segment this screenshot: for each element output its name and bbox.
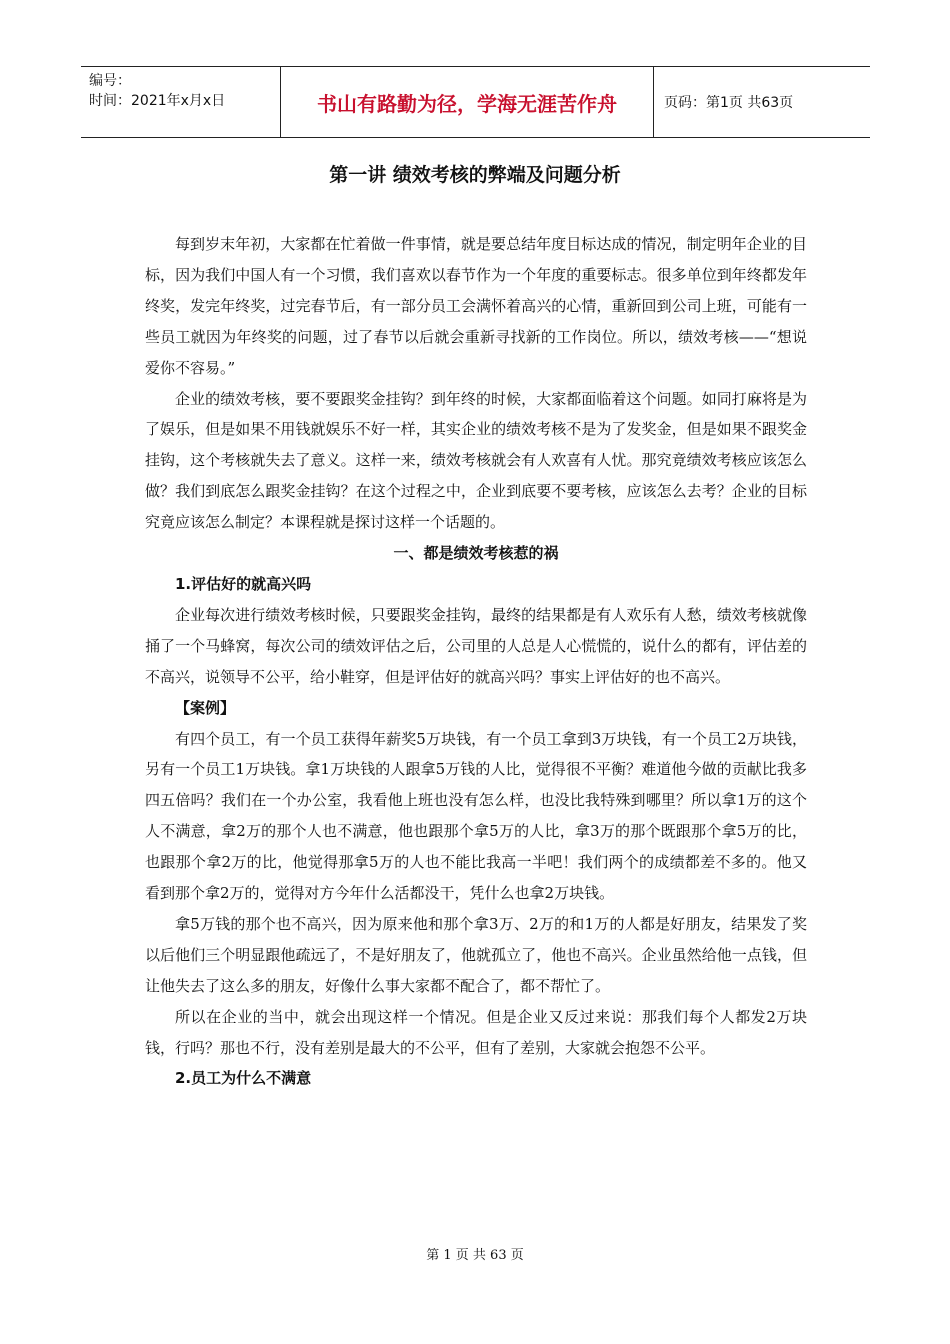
page-footer: 第 1 页 共 63 页 [426, 1248, 524, 1263]
paragraph: 拿5万钱的那个也不高兴，因为原来他和那个拿3万、2万的和1万的人都是好朋友，结果发了奖以后他们三个明显跟他疏远了，不是好朋友了，他就孤立了，他也不高兴。企业虽然给他一点钱，但让他失去了这么多的朋友，好像什么事大家都不配合了，都不帮忙了。 [145, 914, 807, 995]
paragraph: 企业每次进行绩效考核时候，只要跟奖金挂钩，最终的结果都是有人欢乐有人愁，绩效考核就像捅了一个马蜂窝，每次公司的绩效评估之后，公司里的人总是人心慌慌的，说什么的都有，评估差的不高兴，说领导不公平，给小鞋穿，但是评估好的就高兴吗？事实上评估好的也不高兴。 [145, 605, 807, 686]
section-heading: 一、都是绩效考核惹的祸 [393, 544, 559, 563]
motto: 书山有路勤为径，学海无涯苦作舟 [281, 67, 654, 137]
paragraph: 企业的绩效考核，要不要跟奖金挂钩？到年终的时候，大家都面临着这个问题。如同打麻将是为了娱乐，但是如果不用钱就娱乐不好一样，其实企业的绩效考核不是为了发奖金，但是如果不跟奖金挂钩，这个考核就失去了意义。这样一来，绩效考核就会有人欢喜有人忧。那究竟绩效考核应该怎么做？我们到底怎么跟奖金挂钩？在这个过程之中，企业到底要不要考核，应该怎么去考？企业的目标究竟应该怎么制定？本课程就是探讨这样一个话题的。 [145, 389, 807, 532]
paragraph: 所以在企业的当中，就会出现这样一个情况。但是企业又反过来说：那我们每个人都发2万块钱，行吗？那也不行，没有差别是最大的不公平，但有了差别，大家就会抱怨不公平。 [145, 1007, 807, 1057]
header-table [81, 66, 870, 138]
case-label: 【案例】 [175, 698, 236, 717]
number-label: 编号： [89, 73, 131, 89]
document-body [145, 229, 807, 1094]
subsection-heading: 1.评估好的就高兴吗 [175, 574, 312, 593]
time-label: 时间：2021年x月x日 [89, 93, 226, 109]
paragraph: 有四个员工，有一个员工获得年薪奖5万块钱，有一个员工拿到3万块钱，有一个员工2万块钱，另有一个员工1万块钱。拿1万块钱的人跟拿5万钱的人比，觉得很不平衡？难道他今做的贡献比我多四五倍吗？我们在一个办公室，我看他上班也没有怎么样，也没比我特殊到哪里？所以拿1万的这个人不满意，拿2万的那个人也不满意，他也跟那个拿5万的人比，拿3万的那个既跟那个拿5万的比，也跟那个拿2万的比，他觉得那拿5万的人也不能比我高一半吧！我们两个的成绩都差不多的。他又看到那个拿2万的，觉得对方今年什么活都没干，凭什么也拿2万块钱。 [145, 729, 807, 903]
document-title: 第一讲 绩效考核的弊端及问题分析 [329, 164, 621, 186]
page-info: 页码：第1页 共63页 [664, 95, 794, 111]
subsection-heading: 2.员工为什么不满意 [175, 1069, 312, 1088]
header-left-cell [81, 67, 281, 137]
paragraph: 每到岁末年初，大家都在忙着做一件事情，就是要总结年度目标达成的情况，制定明年企业的目标，因为我们中国人有一个习惯，我们喜欢以春节作为一个年度的重要标志。很多单位到年终都发年终奖，发完年终奖，过完春节后，有一部分员工会满怀着高兴的心情，重新回到公司上班，可能有一些员工就因为年终奖的问题，过了春节以后就会重新寻找新的工作岗位。所以，绩效考核——“想说爱你不容易。” [145, 235, 807, 377]
